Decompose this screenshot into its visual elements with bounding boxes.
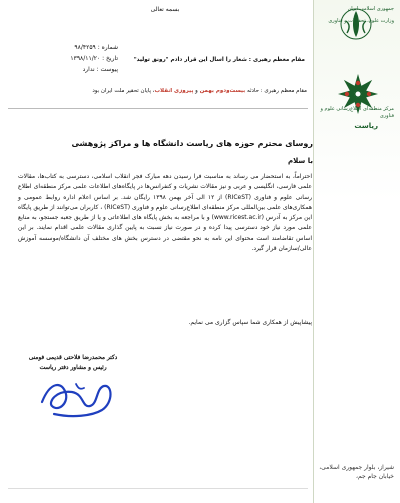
number-value: ۹۸/۴۲۵۹ <box>74 44 96 51</box>
gov-line1: جمهوری اسلامی ایران <box>347 6 394 12</box>
address: شیراز، بلوار جمهوری اسلامی، خیابان جام جم، <box>319 464 394 480</box>
reference-block <box>38 42 118 75</box>
number-label: شماره <box>101 44 118 51</box>
letterhead-sidebar <box>313 0 400 503</box>
date-row: تاریخ : ۱۳۹۸/۱۱/۲۰ <box>70 55 118 62</box>
signer-title: رئیس و مشاور دفتر ریاست <box>39 365 107 371</box>
slogan2-post: ، پایان تحقیر ملت ایران بود <box>92 88 155 94</box>
signer-name: دکتر محمدرضا فلاحتی قدیمی فومنی <box>28 355 118 361</box>
letter-closing: پیشاپیش از همکاری شما سپاس گزاری می نمایم. <box>188 319 312 326</box>
attachment-label: پیوست <box>100 66 118 73</box>
date-label: تاریخ <box>106 55 118 62</box>
department-label: ریاست <box>354 122 378 130</box>
letter-greeting: با سلام <box>287 157 313 165</box>
basmala: بسمه تعالی <box>150 6 180 13</box>
number-row: شماره : ۹۸/۴۲۵۹ <box>74 44 118 51</box>
attachment-value: ندارد <box>82 66 95 73</box>
letter-body: احتراماً، به استحضار می رساند به مناسبت فرا رسیدن دهه مبارک فجر انقلاب اسلامی، دسترسی به کتاب‌ها، مقالات علمی فارسی، انگلیسی و عربی و نیز مقالات نشریات و کنفرانس‌ها در پایگاه‌های اطلاعات علمی مرکز منطقه‌ای اطلاع رسانی علوم و فناوری (RICeST) از ۱۲ الی آخر بهمن ۱۳۹۸ رایگان شد. بر اساس اعلام اداره روابط عمومی و همکاری‌های علمی بین‌المللی مرکز منطقه‌ای اطلاع‌رسانی علوم و فناوری (RICeST) ، کاربران می‌توانند از طریق پایگاه این مرکز به آدرس (www.ricest.ac.ir) و با مراجعه به بخش پایگاه های اطلاعاتی و یا از طریق جعبه جستجو، به منابع علمی مورد نیاز خود دسترسی پیدا کرده و در صورت نیاز نسبت به پایین گذاری مقالات علمی اقدام نمایند. بر این اساس تقاضامند است محتوای این نامه به نحو مقتضی در دسترس بخش های مختلف آن دانشگاه/موسسه آموزش عالی/سازمان قرار گیرد. <box>18 173 313 253</box>
gov-line2: وزارت علوم، تحقیقات و فناوری <box>328 18 394 24</box>
slogan2-highlight2: پیروزی انقلاب <box>154 88 194 94</box>
center-name: مرکز منطقه‌ای اطلاع‌رسانی علوم و فناوری <box>320 106 394 119</box>
footer-divider <box>8 488 308 489</box>
signer-block <box>8 353 138 373</box>
header-divider <box>8 108 308 109</box>
slogan-line1: مقام معظم رهبری : شعار را اسال این قرار دادم "رونق تولید" <box>133 57 305 63</box>
date-value: ۱۳۹۸/۱۱/۲۰ <box>70 55 101 62</box>
letter-subject: روسای محترم حوزه های ریاست دانشگاه ها و مراکز پژوهشی <box>71 139 313 148</box>
attachment-row: پیوست : ندارد <box>82 66 118 73</box>
handwritten-signature <box>32 372 122 424</box>
slogan2-mid: و <box>195 88 198 94</box>
slogan2-highlight1: بیست‌ودوم بهمن <box>199 88 246 94</box>
slogan2-pre: مقام معظم رهبری : حادثه <box>247 88 307 94</box>
slogan-line2 <box>12 88 307 94</box>
